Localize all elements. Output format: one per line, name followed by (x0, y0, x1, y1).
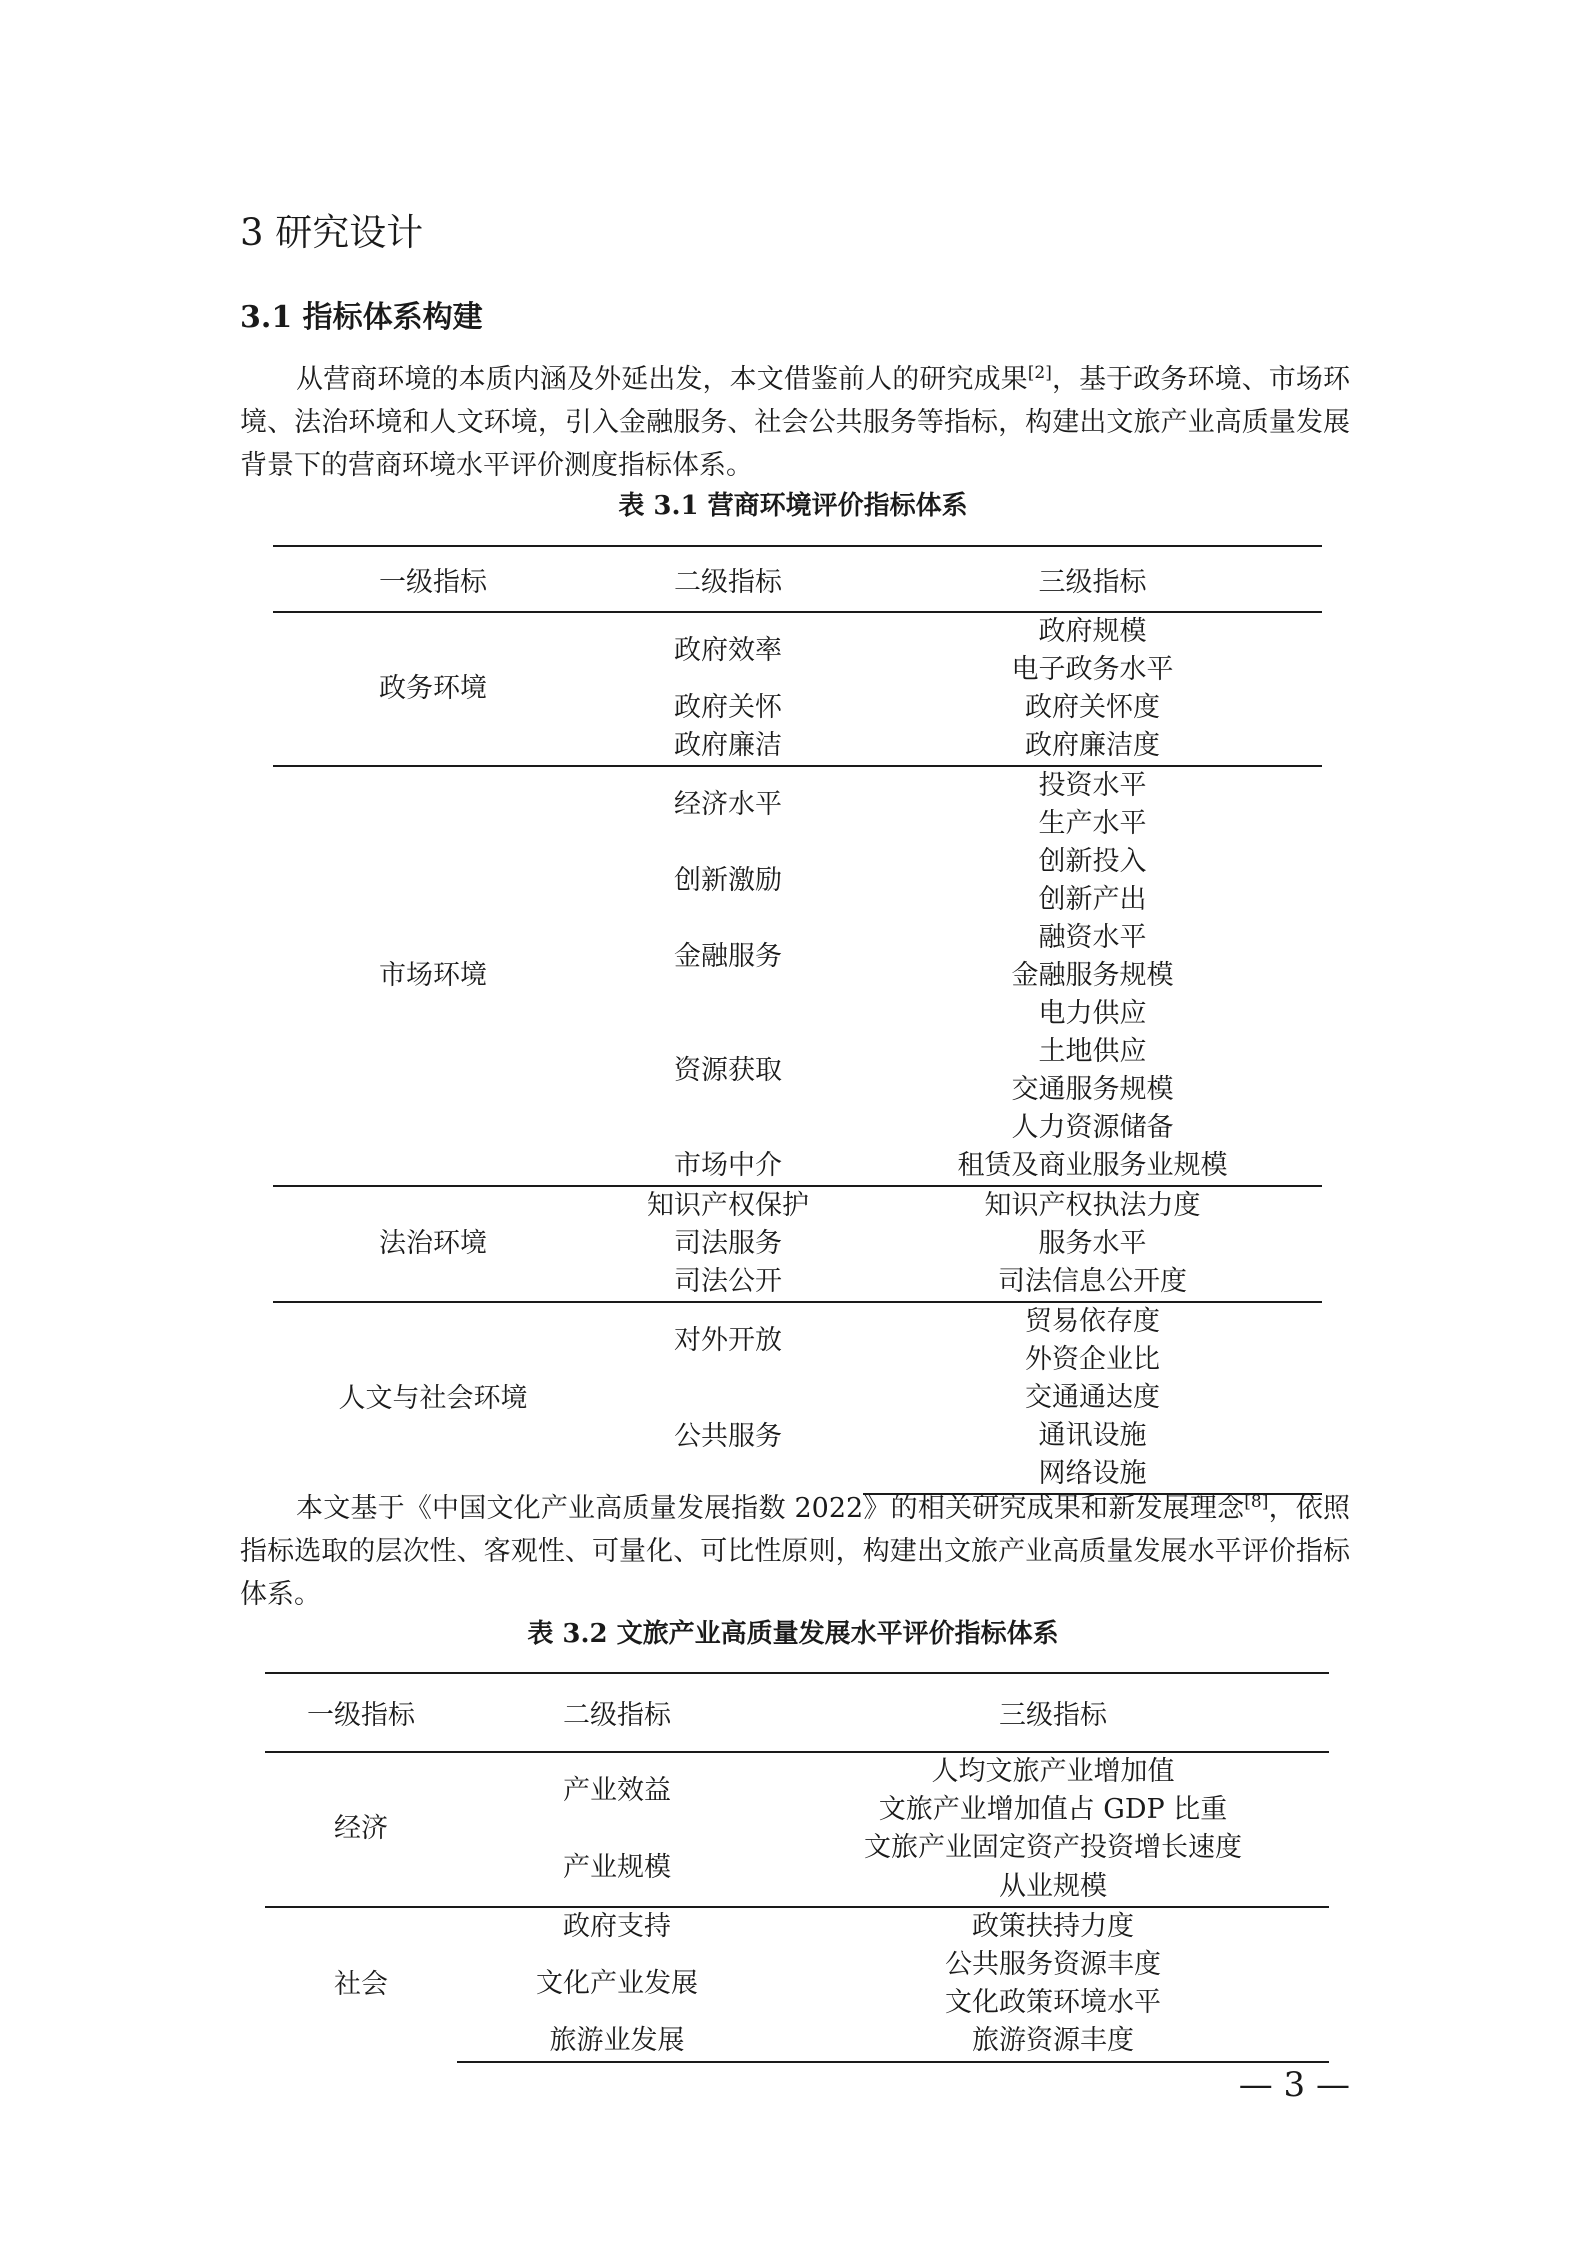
level3-indicator: 投资水平 (863, 766, 1322, 805)
level2-indicator: 产业效益 (457, 1752, 777, 1829)
level2-indicator: 政府关怀 (674, 692, 782, 723)
column-header: 三级指标 (777, 1673, 1329, 1752)
level3-indicator: 人力资源储备 (1011, 1112, 1174, 1143)
column-header: 一级指标 (265, 1673, 457, 1752)
level3-indicator: 电子政务水平 (1011, 654, 1174, 685)
table-header-row (273, 546, 1322, 612)
column-header: 三级指标 (863, 546, 1322, 612)
level3-indicator: 电力供应 (1038, 998, 1147, 1029)
subsection-heading: 3.1 指标体系构建 (240, 300, 483, 335)
level3-indicator: 旅游资源丰度 (777, 2022, 1329, 2061)
level3-indicator: 文化政策环境水平 (945, 1987, 1161, 2019)
level1-indicator: 经济 (265, 1752, 457, 1907)
paragraph-text: ，依照指标选取的层次性、客观性、可量化、可比性原则，构建出文旅产业高质量发展水平评价指标体系。 (240, 1493, 1351, 1610)
method-paragraph (240, 1487, 1350, 1616)
level3-indicator: 政府关怀度 (1025, 692, 1160, 723)
level2-indicator: 政府支持 (457, 1907, 777, 1946)
level3-indicator: 服务水平 (1038, 1228, 1147, 1259)
level3-indicator: 金融服务规模 (1011, 960, 1174, 991)
level2-indicator: 金融服务 (674, 941, 782, 972)
level3-indicator: 司法信息公开度 (998, 1266, 1187, 1297)
level2-indicator: 产业规模 (563, 1851, 671, 1883)
cultural-tourism-index-table (265, 1672, 1329, 2063)
level3-indicator: 人均文旅产业增加值 (777, 1752, 1329, 1791)
table-row (265, 1752, 1329, 1791)
level2-indicator: 旅游业发展 (457, 2022, 777, 2061)
citation: [8] (1244, 1492, 1269, 1512)
level3-indicator: 文旅产业固定资产投资增长速度 (864, 1832, 1242, 1864)
table-caption: 表 3.2 文旅产业高质量发展水平评价指标体系 (527, 1619, 1059, 1649)
level3-indicator: 网络设施 (863, 1455, 1322, 1494)
level2-indicator: 司法公开 (674, 1266, 782, 1297)
level2-indicator: 市场中介 (674, 1150, 782, 1181)
level3-indicator: 政府规模 (863, 612, 1322, 651)
level3-indicator: 从业规模 (999, 1870, 1107, 1902)
level2-indicator: 创新激励 (674, 865, 782, 896)
paragraph-text: 本文基于《中国文化产业高质量发展指数 2022》的相关研究成果和新发展理念 (296, 1493, 1245, 1524)
level2-indicator: 政府廉洁 (674, 730, 782, 761)
level3-indicator: 生产水平 (1038, 808, 1147, 839)
level3-indicator: 知识产权执法力度 (863, 1186, 1322, 1225)
column-header: 二级指标 (593, 546, 863, 612)
citation: [2] (1027, 363, 1052, 383)
level1-indicator: 社会 (265, 1907, 457, 2062)
intro-paragraph (240, 358, 1350, 487)
level1-indicator: 人文与社会环境 (273, 1302, 593, 1494)
level3-indicator: 土地供应 (1038, 1036, 1147, 1067)
table-row (273, 1302, 1322, 1341)
page-number: — 3 — (1238, 2065, 1350, 2105)
level1-indicator: 市场环境 (273, 766, 593, 1186)
level3-indicator: 创新产出 (1038, 884, 1147, 915)
column-header: 一级指标 (273, 546, 593, 612)
level2-indicator: 政府效率 (593, 612, 863, 689)
level2-indicator: 知识产权保护 (593, 1186, 863, 1225)
level3-indicator: 创新投入 (1038, 846, 1147, 877)
level2-indicator: 公共服务 (674, 1420, 782, 1452)
level3-indicator: 公共服务资源丰度 (945, 1949, 1161, 1981)
table-row (273, 612, 1322, 651)
level2-indicator: 文化产业发展 (536, 1968, 698, 2000)
level3-indicator: 租赁及商业服务业规模 (957, 1150, 1228, 1181)
level2-indicator: 资源获取 (674, 1055, 782, 1086)
paragraph-text: ，基于政务环境、市场环境、法治环境和人文环境，引入金融服务、社会公共服务等指标，构建出文旅产业高质量发展背景下的营商环境水平评价测度指标体系。 (240, 364, 1351, 481)
level1-indicator: 法治环境 (273, 1186, 593, 1302)
table-caption: 表 3.1 营商环境评价指标体系 (618, 491, 968, 521)
table-row (265, 1907, 1329, 1946)
level1-indicator: 政务环境 (273, 612, 593, 766)
business-environment-index-table (273, 545, 1322, 1495)
level3-indicator: 融资水平 (1038, 922, 1147, 953)
level2-indicator: 司法服务 (674, 1228, 782, 1259)
level3-indicator: 外资企业比 (1025, 1344, 1160, 1375)
level3-indicator: 通讯设施 (1038, 1420, 1147, 1451)
level3-indicator: 贸易依存度 (863, 1302, 1322, 1341)
level2-indicator: 对外开放 (593, 1302, 863, 1379)
section-heading: 3 研究设计 (240, 211, 424, 254)
table-header-row (265, 1673, 1329, 1752)
paragraph-text: 从营商环境的本质内涵及外延出发，本文借鉴前人的研究成果 (296, 364, 1028, 395)
level3-indicator: 政府廉洁度 (1025, 730, 1160, 761)
level3-indicator: 交通通达度 (1025, 1382, 1160, 1413)
table-row (273, 1186, 1322, 1225)
level3-indicator: 文旅产业增加值占 GDP 比重 (878, 1794, 1228, 1826)
level3-indicator: 交通服务规模 (1011, 1074, 1174, 1105)
column-header: 二级指标 (457, 1673, 777, 1752)
table-row (273, 766, 1322, 805)
level3-indicator: 政策扶持力度 (777, 1907, 1329, 1946)
level2-indicator: 经济水平 (593, 766, 863, 843)
